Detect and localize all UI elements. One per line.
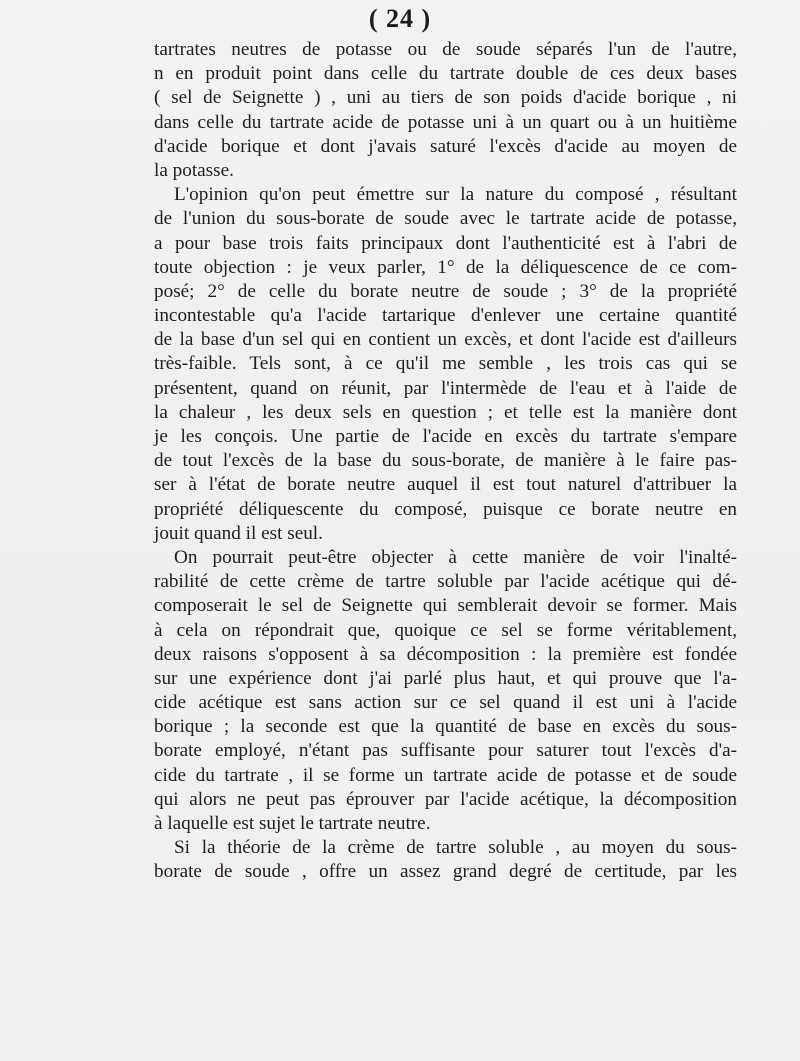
text-line: qui alors ne peut pas éprouver par l'acide acétique, la décomposition <box>154 788 737 810</box>
text-line: L'opinion qu'on peut émettre sur la nature du composé , résultant <box>174 184 737 206</box>
text-line: la chaleur , les deux sels en question ; et telle est la manière dont <box>154 401 737 423</box>
page-number: ( 24 ) <box>368 4 432 33</box>
text-line: incontestable qu'a l'acide tartarique d'enlever une certaine quantité <box>154 305 737 327</box>
text-line: d'acide borique et dont j'avais saturé l'excès d'acide au moyen de <box>154 135 737 157</box>
text-line: borate de soude , offre un assez grand degré de certitude, par les <box>154 861 737 883</box>
text-line: à laquelle est sujet le tartrate neutre. <box>154 813 431 834</box>
text-line: très-faible. Tels sont, à ce qu'il me semble , les trois cas qui se <box>154 353 737 375</box>
text-line: dans celle du tartrate acide de potasse uni à un quart ou à un huitième <box>154 111 737 133</box>
text-line: jouit quand il est seul. <box>154 522 323 544</box>
text-line: je les conçois. Une partie de l'acide en excès du tartrate s'empare <box>154 426 737 447</box>
text-line: toute objection : je veux parler, 1° de la déliquescence de ce com- <box>154 256 737 278</box>
text-line: cide du tartrate , il se forme un tartrate acide de potasse et de soude <box>154 764 737 786</box>
text-line: On pourrait peut-être objecter à cette manière de voir l'inalté- <box>174 546 737 568</box>
text-line: propriété déliquescente du composé, puisque ce borate neutre en <box>154 498 737 520</box>
text-line: rabilité de cette crème de tartre soluble par l'acide acétique qui dé- <box>154 571 737 593</box>
text-line: posé; 2° de celle du borate neutre de soude ; 3° de la propriété <box>154 280 737 302</box>
text-line: composerait le sel de Seignette qui semblerait devoir se former. Mais <box>154 595 737 617</box>
text-line: à cela on répondrait que, quoique ce sel se forme véritablement, <box>154 619 737 641</box>
text-line: ( sel de Seignette ) , uni au tiers de son poids d'acide borique , ni <box>154 87 737 109</box>
text-line: n en produit point dans celle du tartrate double de ces deux bases <box>154 63 737 85</box>
text-line: Si la théorie de la crème de tartre soluble , au moyen du sous- <box>174 837 737 859</box>
text-line: la potasse. <box>154 159 234 181</box>
text-line: de tout l'excès de la base du sous-borate, de manière à le faire pas- <box>154 450 737 472</box>
text-line: cide acétique est sans action sur ce sel quand il est uni à l'acide <box>154 692 737 714</box>
text-line: sur une expérience dont j'ai parlé plus haut, et qui prouve que l'a- <box>154 667 737 689</box>
text-line: tartrates neutres de potasse ou de soude séparés l'un de l'autre, <box>154 39 737 60</box>
body-text <box>154 38 737 885</box>
text-line: a pour base trois faits principaux dont l'authenticité est à l'abri de <box>154 232 737 254</box>
text-line: deux raisons s'opposent à sa décomposition : la première est fondée <box>154 643 737 665</box>
text-line: borate employé, n'étant pas suffisante pour saturer tout l'excès d'a- <box>154 740 737 762</box>
text-line: présentent, quand on réunit, par l'intermède de l'eau et à l'aide de <box>154 377 737 399</box>
text-line: borique ; la seconde est que la quantité de base en excès du sous- <box>154 716 737 738</box>
text-line: de l'union du sous-borate de soude avec le tartrate acide de potasse, <box>154 208 737 230</box>
text-line: ser à l'état de borate neutre auquel il est tout naturel d'attribuer la <box>154 474 737 496</box>
text-line: de la base d'un sel qui en contient un excès, et dont l'acide est d'ailleurs <box>154 329 737 351</box>
